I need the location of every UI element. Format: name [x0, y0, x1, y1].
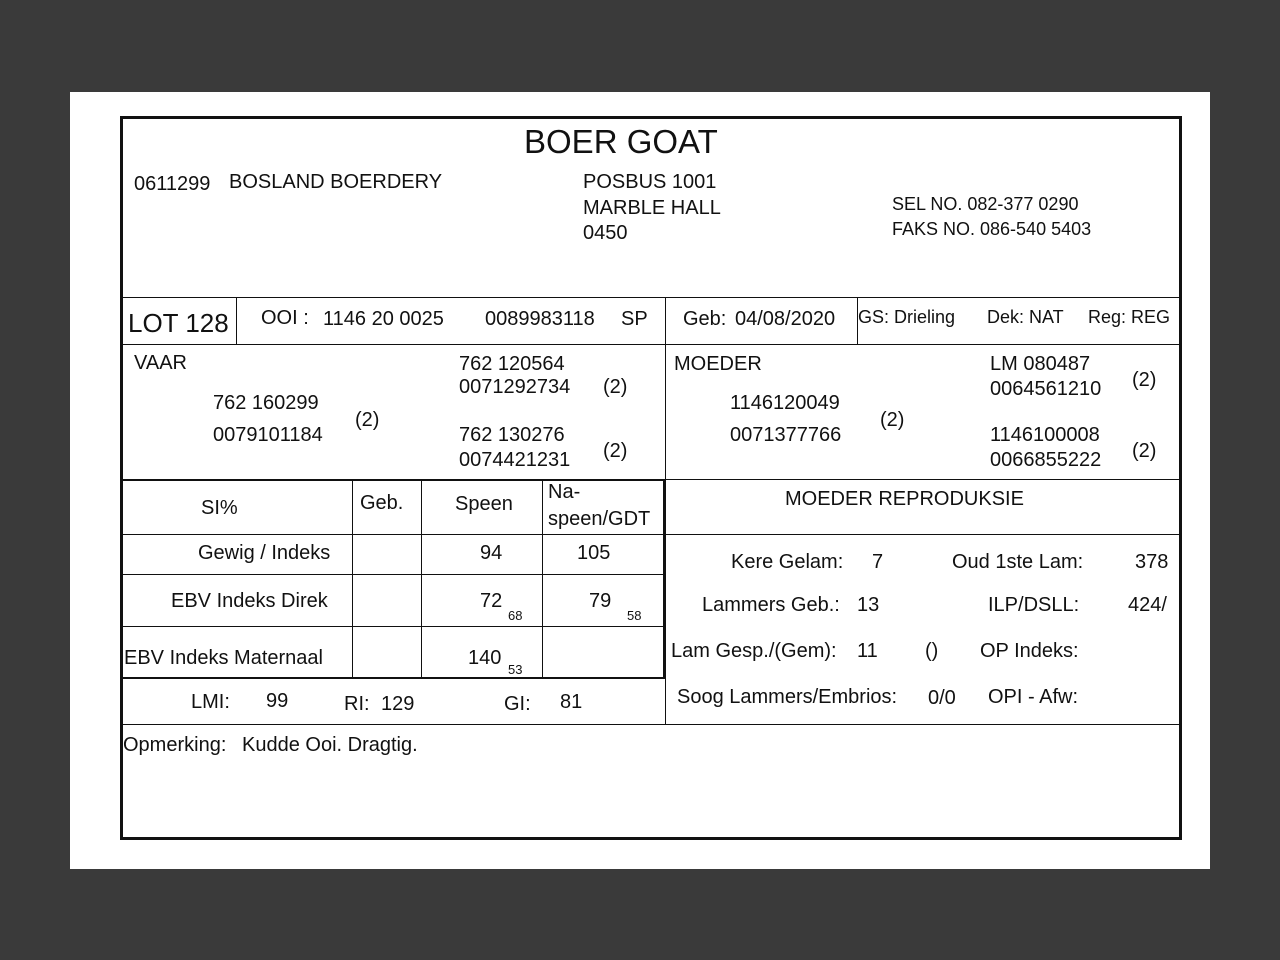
- ri-label: RI:: [344, 693, 370, 715]
- breeder-name: BOSLAND BOERDERY: [229, 171, 443, 193]
- vaar-dam-id: 762 130276: [459, 424, 565, 446]
- faks-number: FAKS NO. 086-540 5403: [892, 219, 1092, 239]
- perf-row-label-3: EBV Indeks Maternaal: [124, 647, 323, 669]
- perf-header-speen: Speen: [455, 493, 513, 515]
- perf-row-line-4: [122, 677, 666, 679]
- opi-afw-label: OPI - Afw:: [988, 686, 1079, 708]
- moeder-dam-gen: (2): [1132, 440, 1157, 462]
- address-line-3: 0450: [583, 222, 628, 244]
- moeder-gen: (2): [880, 409, 905, 431]
- card-title: BOER GOAT: [524, 123, 718, 160]
- repro-title: MOEDER REPRODUKSIE: [785, 488, 1024, 510]
- vaar-dam-gen: (2): [603, 440, 628, 462]
- breeder-code: 0611299: [134, 173, 211, 195]
- vaar-sire-id: 762 120564: [459, 353, 565, 375]
- repro-title-line: [665, 534, 1180, 535]
- perf-row-line-2: [122, 574, 666, 575]
- perf-right-edge: [663, 480, 665, 678]
- perf-row-speen-2: 72: [480, 590, 503, 612]
- lam-gesp-label: Lam Gesp./(Gem):: [671, 640, 837, 662]
- remark-text: Kudde Ooi. Dragtig.: [242, 734, 418, 756]
- gi-label: GI:: [504, 693, 531, 715]
- geb-label: Geb:: [683, 308, 727, 330]
- lammers-geb-label: Lammers Geb.:: [702, 594, 840, 616]
- moeder-label: MOEDER: [674, 353, 762, 375]
- ooi-reg-no: 0089983118: [485, 308, 595, 330]
- oud-label: Oud 1ste Lam:: [952, 551, 1084, 573]
- perf-left-edge: [121, 480, 123, 678]
- perf-header-speen-gdt: speen/GDT: [548, 508, 651, 530]
- moeder-sire-id: LM 080487: [990, 353, 1091, 375]
- vaar-gen: (2): [355, 409, 380, 431]
- kere-gelam-label: Kere Gelam:: [731, 551, 844, 573]
- perf-header-si: SI%: [201, 497, 238, 519]
- gi-value: 81: [560, 691, 583, 713]
- perf-row-speen-acc-3: 53: [508, 662, 523, 677]
- vaar-no: 0079101184: [213, 424, 323, 446]
- vaar-id: 762 160299: [213, 392, 319, 414]
- remark-label: Opmerking:: [123, 734, 227, 756]
- ooi-sp: SP: [621, 308, 648, 330]
- vaar-sire-gen: (2): [603, 376, 628, 398]
- perf-col-line-1: [352, 480, 353, 678]
- gs-value: GS: Drieling: [858, 307, 956, 327]
- vaar-sire-no: 0071292734: [459, 376, 571, 398]
- moeder-id: 1146120049: [730, 392, 840, 414]
- perf-row-label-2: EBV Indeks Direk: [171, 590, 328, 612]
- perf-col-line-3: [542, 480, 543, 678]
- lammers-geb-value: 13: [857, 594, 880, 616]
- op-indeks-label: OP Indeks:: [980, 640, 1079, 662]
- sel-number: SEL NO. 082-377 0290: [892, 194, 1079, 214]
- ooi-id: 1146 20 0025: [323, 308, 444, 330]
- lmi-label: LMI:: [191, 691, 230, 713]
- perf-row-naspeen-1: 105: [577, 542, 611, 564]
- perf-row-naspeen-acc-2: 58: [627, 608, 642, 623]
- perf-header-na: Na-: [548, 481, 581, 503]
- moeder-no: 0071377766: [730, 424, 842, 446]
- lmi-value: 99: [266, 690, 289, 712]
- perf-row-speen-3: 140: [468, 647, 502, 669]
- divider-lot: [122, 344, 1180, 345]
- address-line-2: MARBLE HALL: [583, 197, 721, 219]
- perf-row-speen-1: 94: [480, 542, 503, 564]
- perf-row-speen-acc-2: 68: [508, 608, 523, 623]
- divider-pedigree-left: [122, 479, 666, 481]
- perf-header-geb: Geb.: [360, 492, 404, 514]
- ooi-label: OOI :: [261, 307, 309, 329]
- perf-row-label-1: Gewig / Indeks: [198, 542, 331, 564]
- lam-gesp-gem: (): [925, 640, 939, 662]
- geb-date: 04/08/2020: [735, 308, 836, 330]
- lot-col-line-1: [236, 297, 237, 344]
- ilp-label: ILP/DSLL:: [988, 594, 1080, 616]
- address-line-1: POSBUS 1001: [583, 171, 717, 193]
- moeder-sire-gen: (2): [1132, 369, 1157, 391]
- vaar-dam-no: 0074421231: [459, 449, 571, 471]
- moeder-sire-no: 0064561210: [990, 378, 1102, 400]
- perf-row-naspeen-2: 79: [589, 590, 612, 612]
- divider-pedigree-right: [665, 479, 1180, 480]
- divider-remark: [122, 724, 1180, 725]
- vaar-label: VAAR: [134, 352, 187, 374]
- ri-value: 129: [381, 693, 415, 715]
- kere-gelam-value: 7: [872, 551, 884, 573]
- soog-label: Soog Lammers/Embrios:: [677, 686, 898, 708]
- lot-number: LOT 128: [128, 308, 229, 338]
- perf-col-line-2: [421, 480, 422, 678]
- reg-value: Reg: REG: [1088, 307, 1171, 327]
- perf-row-line-3: [122, 626, 666, 627]
- divider-header: [122, 297, 1180, 298]
- ilp-value: 424/: [1128, 594, 1167, 616]
- oud-value: 378: [1135, 551, 1169, 573]
- moeder-dam-id: 1146100008: [990, 424, 1100, 446]
- center-col-line: [665, 297, 666, 725]
- perf-row-line-1: [122, 534, 666, 535]
- soog-value: 0/0: [928, 687, 956, 709]
- lam-gesp-value: 11: [857, 640, 878, 662]
- dek-value: Dek: NAT: [987, 307, 1064, 327]
- moeder-dam-no: 0066855222: [990, 449, 1102, 471]
